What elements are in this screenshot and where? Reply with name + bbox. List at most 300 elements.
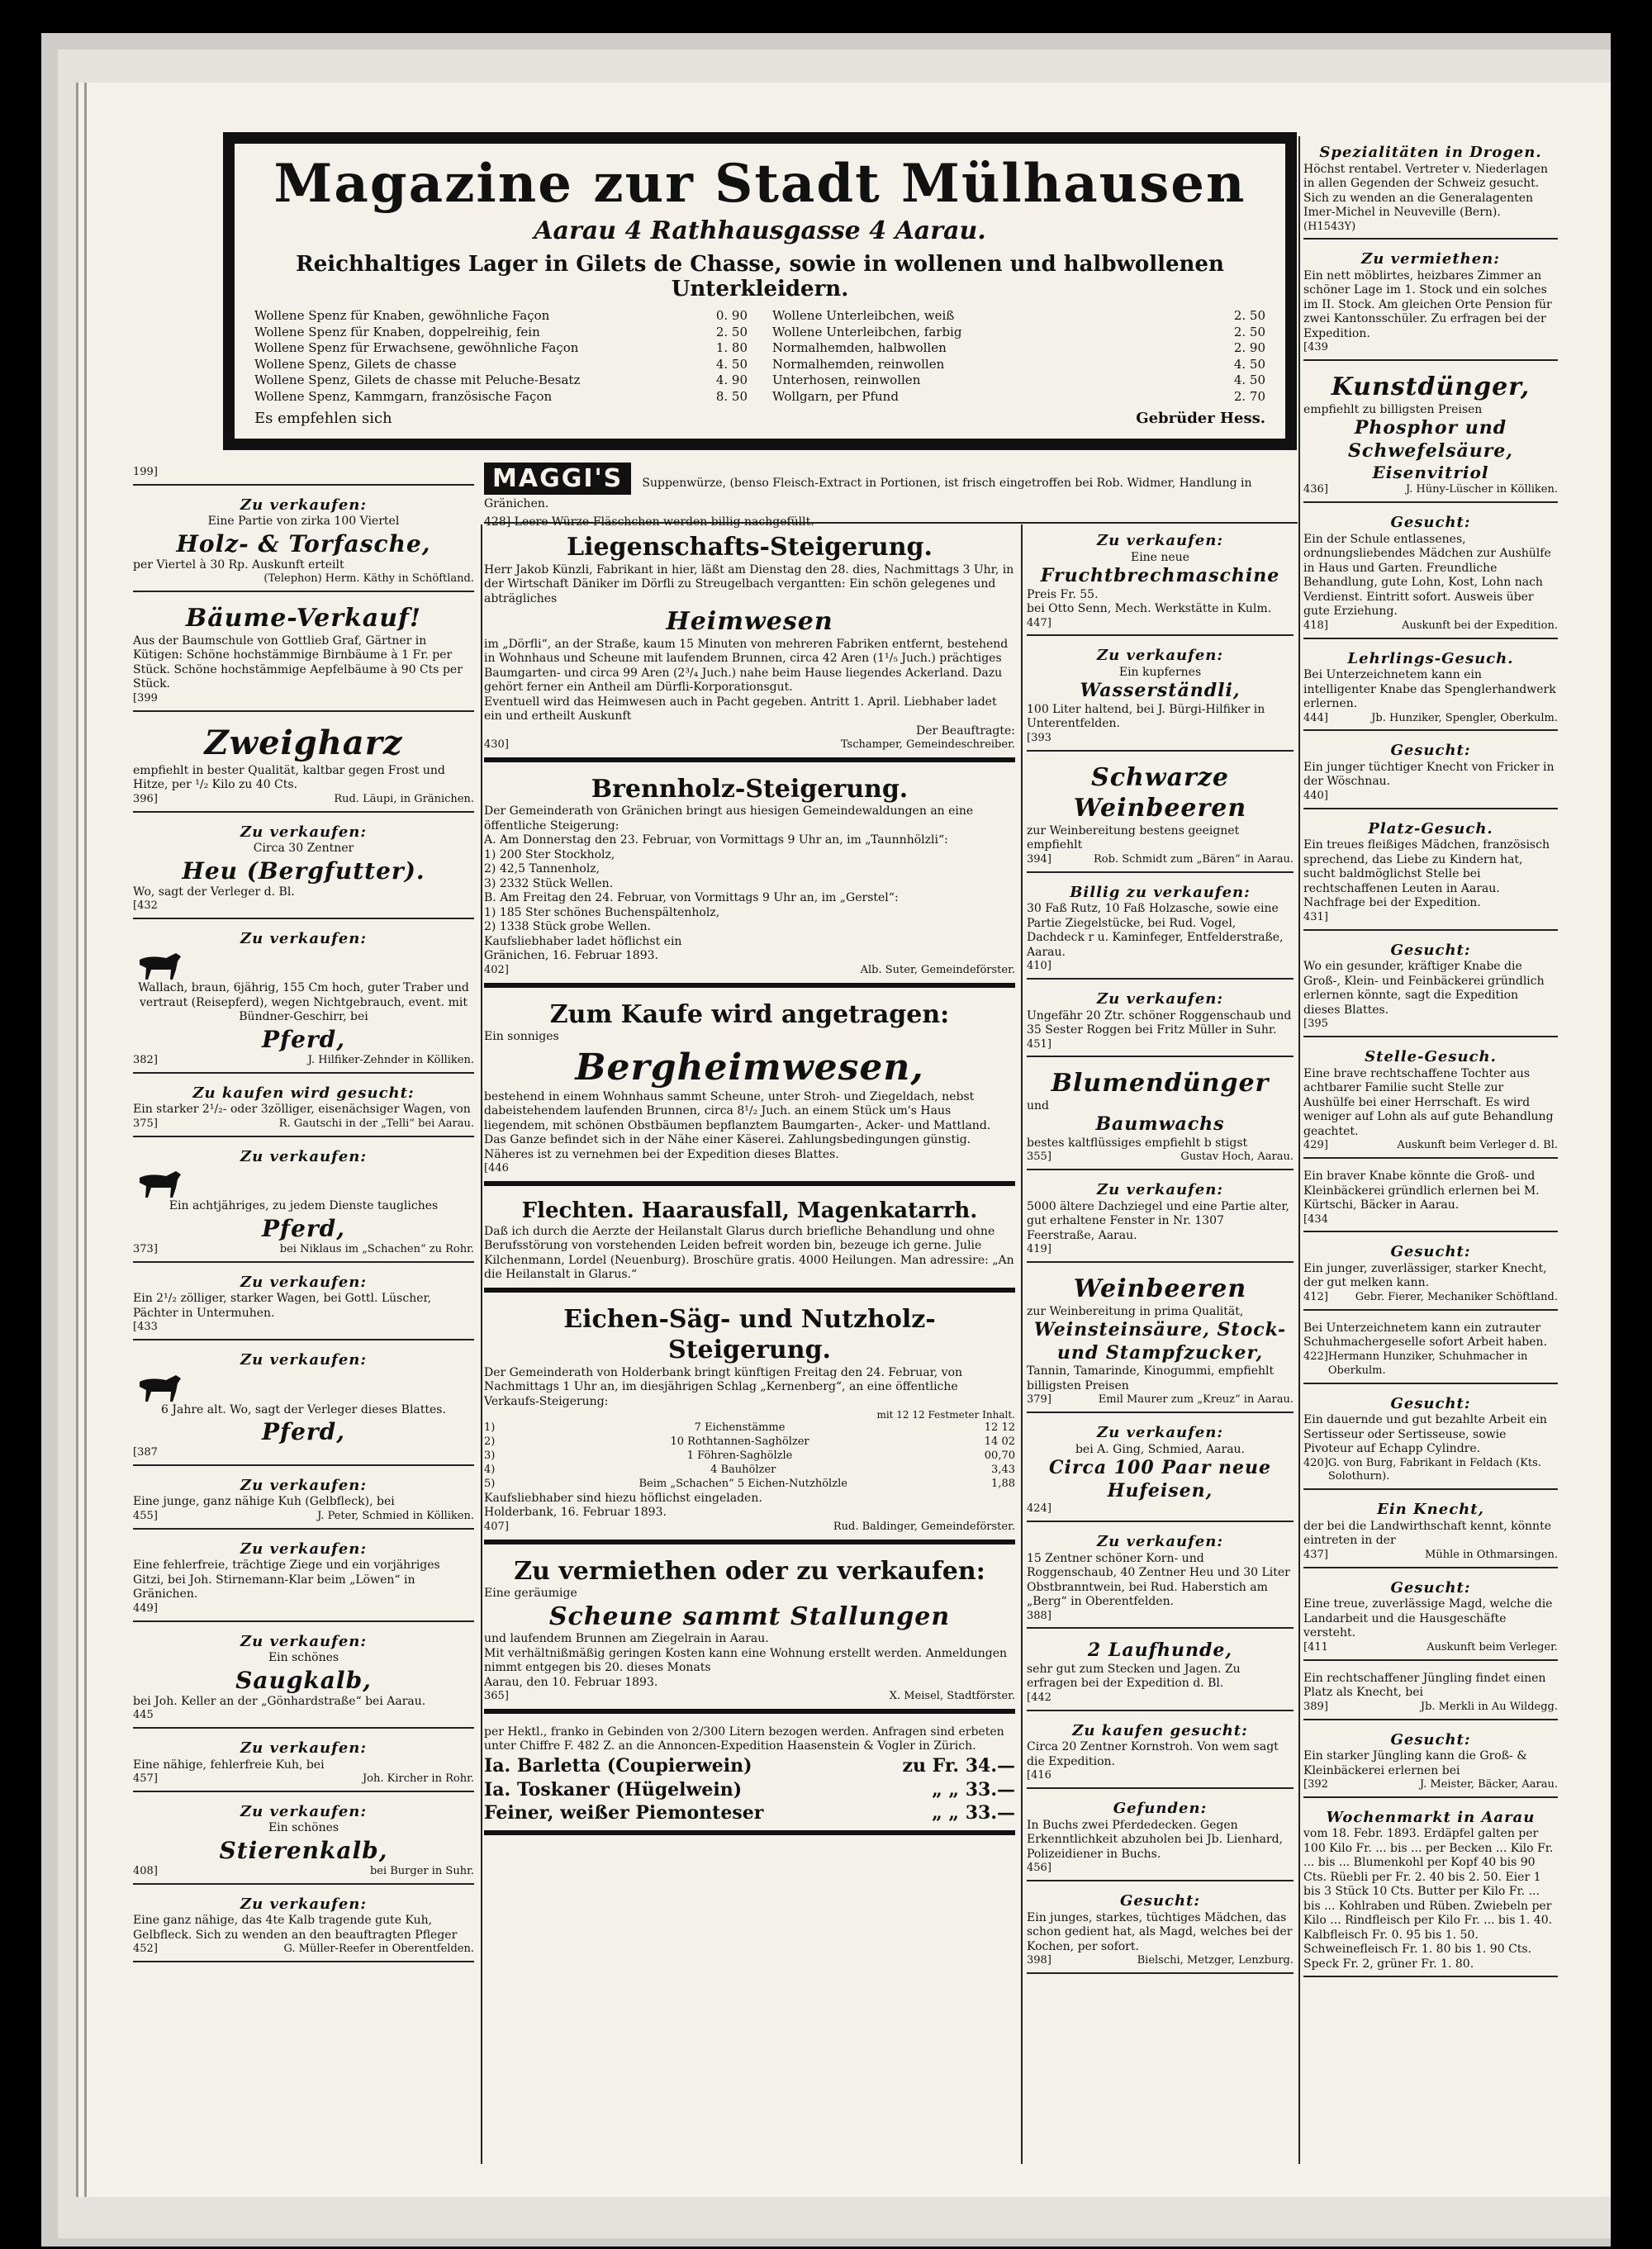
ad-body: Wallach, braun, 6jährig, 155 Cm hoch, guter Traber und vertraut (Reisepferd), wegen Nichtgebrauch, event. mit Bündner-Geschirr, bei: [138, 981, 469, 1024]
price-item-name: Normalhemden, halbwollen: [772, 340, 947, 356]
ad-column-header: mit 12 12 Festmeter Inhalt.: [876, 1409, 1015, 1421]
ad-heading: Zu verkaufen:: [240, 1147, 368, 1165]
ad-signature: G. von Burg, Fabrikant in Feldach (Kts. Solothurn).: [1327, 1456, 1541, 1483]
ad-title: Schwarze Weinbeeren: [1073, 762, 1247, 823]
ad-divider: [133, 710, 474, 712]
ad-heading: Platz-Gesuch.: [1368, 819, 1493, 837]
lot-item: Beim „Schachen“ 5 Eichen-Nutzhölzle: [638, 1477, 847, 1490]
ad-title-tertiary: Eisenvitriol: [1372, 463, 1489, 483]
ad-signature: Rud. Läupi, in Gränichen.: [334, 792, 474, 805]
ad-footer: [1027, 1243, 1294, 1257]
ad-title: 2 Laufhunde,: [1087, 1639, 1233, 1662]
ad-block: [1298, 1240, 1563, 1317]
ad-body-3: bei Otto Senn, Mech. Werkstätte in Kulm.: [1027, 602, 1272, 615]
ad-body-2: Tannin, Tamarinde, Kinogummi, empfiehlt billigsten Preisen: [1027, 1364, 1275, 1393]
ad-divider: [1027, 978, 1294, 980]
ad-block: [128, 1630, 479, 1736]
ad-footer: [1303, 1213, 1558, 1227]
ad-divider: [484, 757, 1015, 762]
ad-heading: Zu verkaufen:: [240, 1632, 368, 1650]
ad-body: Eine neue: [1130, 550, 1190, 564]
ad-body: Ein nett möblirtes, heizbares Zimmer an schöner Lage im 1. Stock und ein solches im II. Stock. Am gleichen Orte Pension für zwei Kantonsschüler. Zu erfragen bei der Expedition.: [1303, 268, 1552, 340]
ad-body-2: bestehend in einem Wohnhaus sammt Scheune, unter Stroh- und Ziegeldach, nebst dabeistehendem laufenden Brunnen, circa 8¹/₂ Juch. an einem Stück um's Haus liegendem, mit schönen Obstbäumen bepflanztem Baumgarten-, Acker- und Mattland. Das Ganze befindet sich in der Nähe einer Käserei. Zahlungsbedingungen günstig.: [484, 1089, 991, 1147]
ad-divider: [1303, 729, 1558, 731]
ad-footer: [1303, 1457, 1558, 1485]
ad-ref: 440]: [1303, 789, 1328, 802]
ad-date: Aarau, den 10. Februar 1893.: [484, 1675, 658, 1689]
ad-footer: [133, 572, 474, 586]
banner-right-list: [772, 308, 1265, 405]
ad-block: [1298, 1045, 1563, 1166]
price-item-name: Wollene Spenz, Gilets de chasse: [254, 356, 457, 372]
ad-heading: Lehrlings-Gesuch.: [1347, 649, 1514, 667]
ad-ref: 444]: [1303, 711, 1328, 724]
lot-line: 3) 2332 Stück Wellen.: [484, 876, 614, 890]
ad-ref: 457]: [133, 1772, 158, 1786]
ad-ref: 447]: [1027, 616, 1051, 629]
ad-footer: [133, 1117, 474, 1132]
ad-divider: [484, 1540, 1015, 1544]
ad-title: Fruchtbrechmaschine: [1040, 565, 1280, 586]
ad-signature: X. Meisel, Stadtförster.: [889, 1690, 1015, 1703]
ad-divider: [484, 1709, 1015, 1714]
lot-line: 2) 1338 Stück grobe Wellen.: [484, 920, 651, 934]
ad-footer: [1303, 1549, 1558, 1563]
ad-divider: [133, 1620, 474, 1622]
ad-block: [128, 1800, 479, 1892]
ad-body: Eine fehlerfreie, trächtige Ziege und ein vorjähriges Gitzi, bei Joh. Stirnemann-Klar beim „Löwen“ in Gränichen.: [133, 1559, 440, 1601]
ad-ref: 398]: [1027, 1954, 1051, 1967]
ad-footer: [484, 964, 1015, 978]
ad-block: [1298, 1576, 1563, 1668]
price-item-name: Wollene Spenz für Knaben, doppelreihig, fein: [254, 324, 540, 339]
ad-block: [1022, 1796, 1298, 1889]
ad-ref: 396]: [133, 792, 158, 805]
ad-ref: 199]: [133, 466, 158, 478]
ad-signature: Mühle in Othmarsingen.: [1425, 1548, 1558, 1561]
ad-title: Stierenkalb,: [219, 1836, 388, 1864]
price-item-value: 1. 80: [715, 340, 748, 356]
ad-body: Eine brave rechtschaffene Tochter aus achtbarer Familie sucht Stelle zur Aushülfe bei einer Herrschaft. Es wird weniger auf Lohn als auf gute Behandlung geachtet.: [1303, 1066, 1554, 1138]
ad-body: Ein treues fleißiges Mädchen, französisch sprechend, das Liebe zu Kindern hat, sucht baldmöglichst Stelle bei rechtschaffenen Leuten in Aarau. Nachfrage bei der Expedition.: [1303, 838, 1550, 910]
ad-footer: [484, 1162, 1015, 1176]
price-item-name: Unterhosen, reinwollen: [772, 372, 921, 388]
price-item-value: 2. 90: [1233, 340, 1265, 356]
page-edge: [84, 83, 87, 2197]
ad-body: bei A. Ging, Schmied, Aarau.: [1075, 1442, 1246, 1456]
price-row: [772, 372, 1265, 389]
ad-title: Zweigharz: [204, 723, 403, 762]
ad-body: Wo ein gesunder, kräftiger Knabe die Groß-, Klein- und Feinbäckerei gründlich erlernen könnte, sagt die Expedition dieses Blattes.: [1303, 960, 1545, 1017]
ad-footer: [1303, 1778, 1558, 1792]
ad-ref: 410]: [1027, 960, 1051, 973]
ad-heading: Gesucht:: [1390, 1730, 1471, 1748]
ad-divider: [1027, 1972, 1294, 1974]
ad-ref: 402]: [484, 963, 509, 976]
ad-divider: [484, 1288, 1015, 1293]
ad-body: Herr Jakob Künzli, Fabrikant in hier, läßt am Dienstag den 28. dies, Nachmittags 3 Uhr, in der Wirtschaft Däniker im Dörfli zu Streugelbach vergantten: Ein schön gelegenes und abträgliches: [484, 562, 1014, 605]
ad-ref: (H1543Y): [1303, 220, 1356, 233]
ad-block: [128, 1270, 479, 1348]
ad-heading: Gesucht:: [1119, 1892, 1201, 1910]
ad-block: [1298, 510, 1563, 646]
ad-heading: Zu verkaufen:: [240, 823, 368, 841]
ad-footer: [1303, 1139, 1558, 1153]
ad-ref: 437]: [1303, 1548, 1328, 1561]
lot-item: 10 Rothtannen-Saghölzer: [670, 1435, 809, 1449]
ad-body: Ein junges, starkes, tüchtiges Mädchen, das schon gedient hat, als Magd, welches bei der Kochen, per sofort.: [1027, 1910, 1293, 1953]
lot-line: 1) 200 Ster Stockholz,: [484, 847, 615, 861]
ad-footer: [1027, 1954, 1294, 1968]
ad-heading: Zu verkaufen:: [1096, 990, 1224, 1008]
ad-footer: [1303, 1350, 1558, 1378]
ad-signature: Emil Maurer zum „Kreuz“ in Aarau.: [1098, 1393, 1294, 1407]
ad-heading: Zu verkaufen:: [240, 496, 368, 514]
ad-heading: Zu verkaufen:: [1096, 1424, 1224, 1442]
ad-signature-label: Der Beauftragte:: [915, 724, 1015, 738]
ad-body: Eine treue, zuverlässige Magd, welche die Landarbeit und die Hausgeschäfte versteht.: [1303, 1597, 1553, 1640]
ad-footer: [133, 1602, 474, 1616]
ad-signature: Rud. Baldinger, Gemeindeförster.: [833, 1520, 1015, 1533]
ad-signature: bei Burger in Suhr.: [369, 1864, 474, 1877]
ad-footer: [133, 466, 474, 480]
price-item-name: Wollene Spenz, Gilets de chasse mit Peluche-Besatz: [254, 372, 581, 388]
ad-footer: [1303, 911, 1558, 925]
ad-ref: [432: [133, 899, 158, 913]
ad-body: Höchst rentabel. Vertreter v. Niederlagen in allen Gegenden der Schweiz gesucht. Sich zu wenden an die Generalagenten Imer-Michel in Neuveville (Bern).: [1303, 162, 1548, 219]
column-2: [479, 529, 1020, 2164]
ad-signature: J. Peter, Schmied in Kölliken.: [317, 1509, 474, 1522]
lot-line: A. Am Donnerstag den 23. Februar, von Vormittags 9 Uhr an, im „Taunnhölzli“:: [484, 833, 948, 847]
ad-divider: [1027, 1710, 1294, 1711]
price-row: [772, 340, 1265, 357]
ad-block: [479, 529, 1020, 771]
ad-block: [1298, 1728, 1563, 1805]
ad-footer: [1303, 341, 1558, 355]
lot-volume: 00,70: [984, 1449, 1015, 1462]
price-item-value: 0. 90: [715, 308, 748, 324]
ad-ref: [395: [1303, 1018, 1328, 1031]
ad-ref: [392: [1303, 1778, 1328, 1791]
ad-signature: Auskunft beim Verleger.: [1427, 1640, 1558, 1654]
ad-signature: Joh. Kircher in Rohr.: [362, 1772, 474, 1786]
ad-divider: [133, 1261, 474, 1263]
ad-body-2: bestes kaltflüssiges empfiehlt b stigst: [1027, 1136, 1248, 1150]
maggi-logo: MAGGI'S: [484, 463, 631, 495]
ad-body: Ein schönes: [268, 1821, 339, 1835]
ad-block: [1298, 247, 1563, 368]
ad-block: [128, 1081, 479, 1145]
maggi-text: Suppenwürze, (benso Fleisch-Extract in Portionen, ist frisch eingetroffen bei Rob. Widmer, Handlung in Gränichen.: [484, 477, 1252, 510]
ad-footer: [1027, 1769, 1294, 1783]
ad-block: [128, 1736, 479, 1800]
ad-block: [1298, 1805, 1563, 1986]
price-row: [772, 389, 1265, 406]
ad-divider: [1303, 638, 1558, 639]
ad-footer: [1027, 1691, 1294, 1706]
ad-signature: J. Hilfiker-Zehnder in Kölliken.: [307, 1053, 474, 1066]
ad-block: [1298, 1318, 1563, 1392]
lot-number: 4): [484, 1463, 496, 1476]
ad-ref: 382]: [133, 1053, 158, 1066]
ad-ref: 436]: [1303, 483, 1328, 496]
ad-body: Aus der Baumschule von Gottlieb Graf, Gärtner in Kütigen: Schöne hochstämmige Birnbäume à 1 Fr. per Stück. Schöne hochstämmige Aepfelbäume à 90 Cts per Stück.: [133, 633, 463, 691]
ad-signature: bei Niklaus im „Schachen“ zu Rohr.: [279, 1242, 474, 1255]
price-row: [254, 372, 748, 389]
wine-price: „ „ 33.—: [932, 1802, 1015, 1824]
ad-body: Ein junger, zuverlässiger, starker Knecht, der gut melken kann.: [1303, 1261, 1547, 1290]
ad-title: Circa 100 Paar neue Hufeisen,: [1048, 1457, 1272, 1502]
ad-footer: [1303, 1018, 1558, 1032]
ad-body: Ein dauernde und gut bezahlte Arbeit ein Sertisseur oder Sertisseuse, sowie Pivoteur auf Echapp Cylindre.: [1303, 1413, 1547, 1456]
ad-footer: [133, 1943, 474, 1957]
ad-heading: Zu verkaufen:: [1096, 532, 1224, 549]
ad-block: [1022, 1889, 1298, 1981]
ad-footer: [1027, 1038, 1294, 1052]
ad-footer: [1027, 1610, 1294, 1624]
ad-title: Blumendünger: [1051, 1069, 1270, 1098]
ad-ref: 365]: [484, 1690, 509, 1703]
price-item-name: Wollene Unterleibchen, farbig: [772, 324, 962, 339]
ad-block: [1022, 1178, 1298, 1270]
column-3: [1022, 529, 1298, 2164]
lot-number: 5): [484, 1477, 496, 1490]
ad-block: [1298, 368, 1563, 510]
lot-item: 1 Föhren-Saghölzle: [686, 1449, 793, 1462]
banner-left-list: [254, 308, 748, 405]
ad-ref: [393: [1027, 731, 1051, 744]
ad-ref: 431]: [1303, 910, 1328, 923]
lot-volume: 14 02: [984, 1435, 1015, 1449]
lot-number: 1): [484, 1421, 496, 1435]
ad-body-3: Mit verhältnißmäßig geringen Kosten kann eine Wohnung erstellt werden. Anmeldungen nimmt entgegen bis 20. dieses Monats: [484, 1646, 1008, 1675]
ad-heading: Zu kaufen wird gesucht:: [192, 1084, 415, 1102]
ad-body: Ein junger tüchtiger Knecht von Fricker in der Wöschnau.: [1303, 760, 1555, 789]
ad-footer: [484, 1521, 1015, 1535]
ad-body: vom 18. Febr. 1893. Erdäpfel galten per 100 Kilo Fr. ... bis ... per Becken ... Kilo Fr. ... bis ... Blumenkohl per Kopf 40 bis 90 Cts. Rüebli per Fr. 2. 40 bis 2. 50. Eier 1 bis 3 Stück 10 Cts. Butter per Kilo Fr. ... bis ... Kohlraben und Rüben. Zwiebeln per Kilo ... Rindfleisch per Kilo Fr. ... bis 1. 40. Kalbfleisch Fr. 0. 95 bis 1. 50. Schweinefleisch Fr. 1. 80 bis 1. 90 Cts. Speck Fr. 2, grüner Fr. 1. 80.: [1303, 1827, 1554, 1971]
ad-body-2: Kaufsliebhaber ladet höflichst ein: [484, 934, 682, 948]
price-item-name: Wollene Unterleibchen, weiß: [772, 308, 955, 324]
ad-body: Ein starker Jüngling kann die Groß- & Kleinbäckerei erlernen bei: [1303, 1749, 1527, 1777]
ad-ref: [416: [1027, 1769, 1051, 1782]
ad-title-secondary: Phosphor und Schwefelsäure,: [1348, 417, 1513, 462]
banner-footer: [254, 410, 1265, 427]
ad-divider: [1303, 1036, 1558, 1037]
ad-ref: 452]: [133, 1943, 158, 1956]
ad-divider: [133, 1528, 474, 1530]
ad-title: Zum Kaufe wird angetragen:: [549, 999, 950, 1029]
ad-divider: [1027, 750, 1294, 752]
column-1: [128, 463, 479, 2164]
ad-heading: Zu verkaufen:: [1096, 1533, 1224, 1551]
ad-body: Ein 2¹/₂ zölliger, starker Wagen, bei Gottl. Lüscher, Pächter in Untermuhen.: [133, 1292, 432, 1320]
ad-title: Spezialitäten in Drogen.: [1319, 144, 1542, 161]
ad-body: Eine nähige, fehlerfreie Kuh, bei: [133, 1758, 325, 1772]
price-item-name: Wollene Spenz, Kammgarn, französische Façon: [254, 388, 553, 404]
lot-item: 7 Eichenstämme: [694, 1421, 786, 1435]
price-row: [254, 357, 748, 373]
ad-body: Daß ich durch die Aerzte der Heilanstalt Glarus durch briefliche Behandlung und ohne Berufsstörung von vorstehenden Leiden befreit worden bin, bezeuge ich gerne. Julie Kilchenmann, Lordel (Neuenburg). Broschüre gratis. 4000 Heilungen. Man adressire: „An die Heilanstalt in Glarus.“: [484, 1224, 1014, 1282]
ad-heading: Zu verkaufen:: [1096, 1181, 1224, 1199]
wine-row: [484, 1778, 1015, 1802]
ad-body: zur Weinbereitung in prima Qualität,: [1027, 1304, 1244, 1318]
price-row: [254, 325, 748, 341]
lot-line: 2) 42,5 Tannenholz,: [484, 862, 601, 876]
ad-title: Kunstdünger,: [1331, 372, 1531, 402]
ad-body-3: Eventuell wird das Heimwesen auch in Pacht gegeben. Antritt 1. April. Liebhaber ladet ein und ertheilt Auskunft: [484, 695, 997, 723]
ad-footer: [1303, 1291, 1558, 1305]
price-row: [772, 308, 1265, 325]
ad-block: [128, 1892, 479, 1970]
ad-title: Holz- & Torfasche,: [176, 529, 431, 558]
ad-heading: Zu verkaufen:: [1096, 647, 1224, 665]
price-item-name: Wollene Spenz für Erwachsene, gewöhnliche Façon: [254, 340, 579, 356]
horse-icon: [133, 1166, 191, 1199]
ad-block: [128, 1348, 479, 1473]
ad-divider: [133, 1961, 474, 1962]
lot-item: 4 Bauhölzer: [710, 1463, 776, 1476]
ad-divider: [133, 1072, 474, 1074]
ad-heading: Zu verkaufen:: [240, 1895, 368, 1913]
ad-footer: [133, 1321, 474, 1335]
ad-title: Bäume-Verkauf!: [185, 604, 422, 633]
ad-block: [1022, 1530, 1298, 1636]
price-row: [254, 340, 748, 357]
ad-divider: [133, 1136, 474, 1137]
ad-footer: [133, 1510, 474, 1524]
ad-divider: [1027, 871, 1294, 873]
ad-body: 5000 ältere Dachziegel und eine Partie alter, gut erhaltene Fenster in Nr. 1307 Feerstraße, Aarau.: [1027, 1199, 1289, 1242]
ad-body: Ein starker 2¹/₂- oder 3zölliger, eisenächsiger Wagen, von: [133, 1103, 471, 1117]
ad-block: [1022, 643, 1298, 758]
ad-divider: [133, 811, 474, 813]
ad-heading: Zu verkaufen:: [240, 1802, 368, 1820]
ad-footer: [1303, 483, 1558, 497]
ad-title: Zu vermiethen oder zu verkaufen:: [514, 1556, 985, 1586]
ad-title: Wasserständli,: [1080, 680, 1241, 702]
ad-block: [479, 1553, 1020, 1722]
ad-block: [1298, 738, 1563, 816]
ad-ref: [446: [484, 1162, 509, 1175]
ad-ref: 451]: [1027, 1037, 1051, 1051]
ad-body-3: Näheres ist zu vernehmen bei der Expedition dieses Blattes.: [484, 1147, 839, 1161]
ad-divider: [1303, 929, 1558, 931]
ad-signature: Tschamper, Gemeindeschreiber.: [840, 738, 1015, 751]
ad-title: Liegenschafts-Steigerung.: [567, 533, 933, 562]
ad-ref: [439: [1303, 341, 1328, 354]
ad-divider: [1303, 1719, 1558, 1720]
maggi-ref: 428]: [484, 515, 511, 529]
ad-divider: [484, 1181, 1015, 1186]
price-row: [254, 308, 748, 325]
ad-body-2: per Viertel à 30 Rp. Auskunft erteilt: [133, 558, 344, 572]
ad-heading: Gesucht:: [1390, 1578, 1471, 1597]
ad-footer: [1303, 790, 1558, 804]
ad-ref: 420]: [1303, 1456, 1328, 1469]
ad-title-secondary: Bergheimwesen,: [575, 1046, 924, 1089]
price-item-value: 4. 50: [715, 356, 748, 372]
ad-footer: [1303, 712, 1558, 726]
ad-signature: R. Gautschi in der „Telli“ bei Aarau.: [278, 1117, 474, 1130]
wine-name: Feiner, weißer Piemonteser: [484, 1802, 764, 1824]
ad-block: [1298, 647, 1563, 739]
ad-heading: Zu verkaufen:: [240, 929, 368, 947]
ad-body: Ein rechtschaffener Jüngling findet einen Platz als Knecht, bei: [1303, 1671, 1546, 1700]
ad-title: Pferd,: [262, 1025, 345, 1053]
ad-ref: 407]: [484, 1520, 509, 1533]
ad-body-2: bei Joh. Keller an der „Gönhardstraße“ bei Aarau.: [133, 1694, 426, 1708]
ad-block: [1022, 1065, 1298, 1178]
ad-divider: [1027, 1880, 1294, 1881]
lot-number: 2): [484, 1435, 496, 1449]
lot-line: B. Am Freitag den 24. Februar, von Vormittags 9 Uhr an, im „Gerstel“:: [484, 891, 899, 905]
ad-signature: J. Meister, Bäcker, Aarau.: [1419, 1778, 1558, 1791]
ad-body: empfiehlt in bester Qualität, kaltbar gegen Frost und Hitze, per ¹/₂ Kilo zu 40 Cts.: [133, 763, 445, 792]
ad-body: Der Gemeinderath von Holderbank bringt künftigen Freitag den 24. Februar, von Nachmittags 1 Uhr an, im diesjährigen Schlag „Kernenberg“, an eine öffentliche Verkaufs-Steigerung:: [484, 1365, 963, 1408]
horse-icon: [133, 948, 191, 981]
banner-footer-right: Gebrüder Hess.: [1136, 410, 1265, 428]
ad-divider: [1027, 1261, 1294, 1263]
price-item-value: 4. 90: [715, 372, 748, 388]
ad-footer: [484, 738, 1015, 752]
ad-heading: Zu verkaufen:: [240, 1540, 368, 1558]
ad-heading: Zu verkaufen:: [240, 1476, 368, 1494]
ad-signature: Auskunft bei der Expedition.: [1402, 619, 1558, 632]
ad-footer: [1027, 960, 1294, 974]
banner-footer-left: Es empfehlen sich: [254, 410, 392, 428]
ad-body: Ein sonniges: [484, 1030, 559, 1044]
price-item-value: 8. 50: [715, 388, 748, 404]
ad-body: Bei Unterzeichnetem kann ein zutrauter Schuhmachergeselle sofort Arbeit haben.: [1303, 1321, 1548, 1350]
ad-divider: [133, 484, 474, 486]
lot-line: 1) 185 Ster schönes Buchenspältenholz,: [484, 905, 720, 919]
ad-body: Circa 30 Zentner: [253, 842, 354, 856]
ad-title: Weinbeeren: [1073, 1274, 1247, 1304]
wine-row: [484, 1801, 1015, 1825]
banner-subtitle: Reichhaltiges Lager in Gilets de Chasse, sowie in wollenen und halbwollenen Unterkleidern.: [296, 252, 1224, 302]
ad-divider: [1027, 1412, 1294, 1413]
ad-ref: 373]: [133, 1242, 158, 1255]
ad-heading: Gesucht:: [1390, 941, 1471, 959]
ad-date: Gränichen, 16. Februar 1893.: [484, 949, 658, 963]
ad-body: Eine junge, ganz nähige Kuh (Gelbfleck), bei: [133, 1495, 395, 1509]
ad-heading: Gesucht:: [1390, 1243, 1471, 1261]
price-item-value: 4. 50: [1233, 356, 1265, 372]
ad-divider: [1303, 1157, 1558, 1159]
ad-body: In Buchs zwei Pferdedecken. Gegen Erkenntlichkeit abzuholen bei Jb. Lienhard, Polizeidiener in Buchs.: [1027, 1818, 1284, 1861]
ad-body: 6 Jahre alt. Wo, sagt der Verleger dieses Blattes.: [161, 1402, 446, 1416]
ad-signature: (Telephon) Herm. Käthy in Schöftland.: [263, 572, 474, 586]
ad-heading: Stelle-Gesuch.: [1365, 1048, 1497, 1066]
ad-footer: [1027, 1502, 1294, 1516]
ad-ref: [434: [1303, 1212, 1328, 1226]
ad-divider: [1303, 238, 1558, 240]
lot-row: [484, 1464, 1015, 1478]
ad-divider: [133, 1727, 474, 1729]
ad-block: [1022, 759, 1298, 880]
banner-ad: [223, 132, 1297, 450]
ad-divider: [1027, 1627, 1294, 1629]
ad-block: [128, 600, 479, 719]
ad-signature: G. Müller-Reefer in Oberentfelden.: [283, 1943, 474, 1956]
ad-block: [1298, 1166, 1563, 1240]
wine-price: zu Fr. 34.—: [902, 1754, 1015, 1777]
price-item-value: 2. 70: [1233, 388, 1265, 404]
ad-heading: Gesucht:: [1390, 1394, 1471, 1412]
ad-body: 15 Zentner schöner Korn- und Roggenschaub, 40 Zentner Heu und 30 Liter Obstbranntwein, bei Rud. Haberstich am „Berg“ in Oberentfelden.: [1027, 1551, 1290, 1609]
page-edge: [76, 83, 78, 2197]
ad-block: [1022, 529, 1298, 643]
